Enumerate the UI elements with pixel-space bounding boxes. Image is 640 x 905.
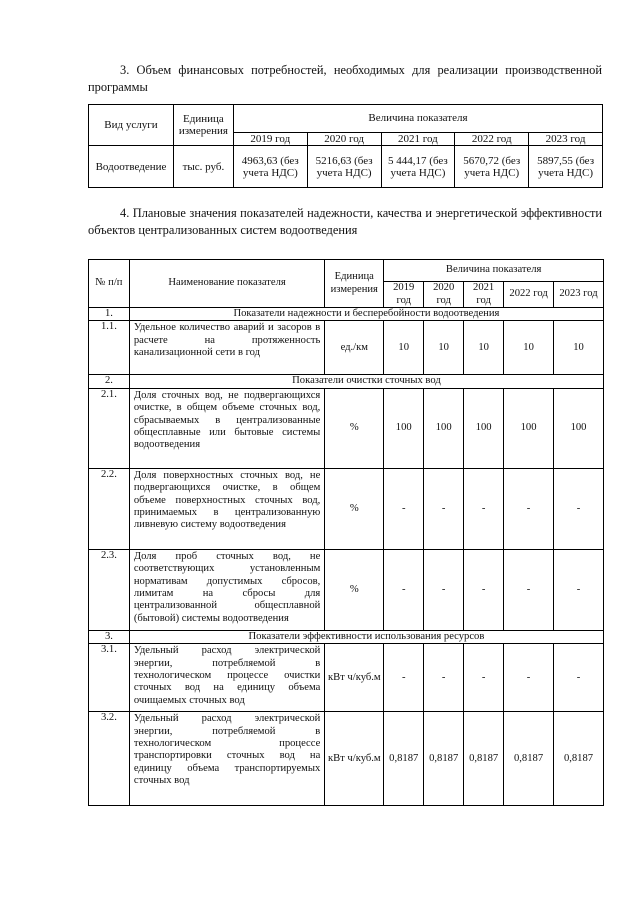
year-header: 2023 год — [529, 133, 603, 146]
value-cell: 5897,55 (без учета НДС) — [529, 146, 603, 188]
value-cell: 10 — [424, 321, 464, 375]
col-service-header: Вид услуги — [89, 105, 174, 146]
value-cell: - — [504, 468, 554, 549]
value-cell: - — [554, 549, 604, 630]
indicator-name: Удельный расход электрической энергии, потребляемой в технологическом процессе очистки сточных вод на единицу объема очищаемых сточных вод — [129, 644, 324, 712]
unit-cell: кВт ч/куб.м — [325, 644, 384, 712]
value-cell: - — [384, 644, 424, 712]
group-title: Показатели очистки сточных вод — [129, 375, 603, 388]
row-num: 3.1. — [89, 644, 130, 712]
value-cell: 100 — [464, 388, 504, 468]
value-cell: 0,8187 — [504, 712, 554, 806]
row-num: 2.3. — [89, 549, 130, 630]
value-cell: - — [424, 549, 464, 630]
row-num: 1.1. — [89, 321, 130, 375]
indicator-name: Доля поверхностных сточных вод, не подвергающихся очистке, в общем объеме поверхностных сточных вод, принимаемых в централизованную ливневую систему водоотведения — [129, 468, 324, 549]
row-num: 2.2. — [89, 468, 130, 549]
year-header: 2019 год — [384, 282, 424, 308]
value-cell: 10 — [554, 321, 604, 375]
service-cell: Водоотведение — [89, 146, 174, 188]
col-num-header: № п/п — [89, 260, 130, 308]
group-num: 2. — [89, 375, 130, 388]
value-cell: 0,8187 — [384, 712, 424, 806]
section-3-heading: 3. Объем финансовых потребностей, необходимых для реализации производственной программы — [88, 63, 602, 94]
value-cell: 100 — [384, 388, 424, 468]
unit-cell: тыс. руб. — [173, 146, 233, 188]
value-cell: 5216,63 (без учета НДС) — [307, 146, 381, 188]
value-cell: 0,8187 — [424, 712, 464, 806]
unit-cell: кВт ч/куб.м — [325, 712, 384, 806]
value-cell: 100 — [504, 388, 554, 468]
section-4-heading: 4. Плановые значения показателей надежности, качества и энергетической эффективности объектов централизованных систем водоотведения — [88, 206, 602, 237]
value-cell: - — [504, 644, 554, 712]
indicator-name: Удельный расход электрической энергии, потребляемой в технологическом процессе транспортировки сточных вод на единицу объема транспортируемых сточных вод — [129, 712, 324, 806]
value-cell: - — [554, 468, 604, 549]
year-header: 2022 год — [504, 282, 554, 308]
group-title: Показатели эффективности использования ресурсов — [129, 630, 603, 643]
value-cell: - — [384, 468, 424, 549]
value-cell: 100 — [424, 388, 464, 468]
indicator-name: Доля сточных вод, не подвергающихся очистке, в общем объеме сточных вод, сбрасываемых в централизованные общесплавные или бытовые системы водоотведения — [129, 388, 324, 468]
value-cell: 5670,72 (без учета НДС) — [455, 146, 529, 188]
value-cell: 10 — [464, 321, 504, 375]
value-cell: 10 — [384, 321, 424, 375]
year-header: 2019 год — [233, 133, 307, 146]
value-cell: - — [464, 644, 504, 712]
value-cell: 0,8187 — [464, 712, 504, 806]
value-cell: - — [384, 549, 424, 630]
row-num: 3.2. — [89, 712, 130, 806]
value-cell: - — [554, 644, 604, 712]
year-header: 2020 год — [307, 133, 381, 146]
value-cell: - — [464, 468, 504, 549]
unit-cell: % — [325, 549, 384, 630]
col-name-header: Наименование показателя — [129, 260, 324, 308]
financial-needs-table — [88, 104, 603, 188]
value-cell: - — [424, 644, 464, 712]
year-header: 2021 год — [464, 282, 504, 308]
col-unit-header: Единица измерения — [325, 260, 384, 308]
indicators-table — [88, 259, 604, 806]
value-cell: 4963,63 (без учета НДС) — [233, 146, 307, 188]
row-num: 2.1. — [89, 388, 130, 468]
year-header: 2021 год — [381, 133, 455, 146]
year-header: 2022 год — [455, 133, 529, 146]
group-title: Показатели надежности и бесперебойности водоотведения — [129, 308, 603, 321]
value-cell: 0,8187 — [554, 712, 604, 806]
col-unit-header: Единица измерения — [173, 105, 233, 146]
value-cell: - — [424, 468, 464, 549]
value-cell: 5 444,17 (без учета НДС) — [381, 146, 455, 188]
group-num: 1. — [89, 308, 130, 321]
indicator-name: Удельное количество аварий и засоров в расчете на протяженность канализационной сети в год — [129, 321, 324, 375]
group-num: 3. — [89, 630, 130, 643]
col-value-header: Величина показателя — [233, 105, 602, 133]
indicator-name: Доля проб сточных вод, не соответствующих установленным нормативам допустимых сбросов, лимитам на сбросы для централизованной общесплавной (бытовой) системы водоотведения — [129, 549, 324, 630]
value-cell: 100 — [554, 388, 604, 468]
unit-cell: % — [325, 468, 384, 549]
value-cell: - — [504, 549, 554, 630]
year-header: 2023 год — [554, 282, 604, 308]
value-cell: 10 — [504, 321, 554, 375]
value-cell: - — [464, 549, 504, 630]
col-value-header: Величина показателя — [384, 260, 604, 282]
year-header: 2020 год — [424, 282, 464, 308]
unit-cell: ед./км — [325, 321, 384, 375]
unit-cell: % — [325, 388, 384, 468]
